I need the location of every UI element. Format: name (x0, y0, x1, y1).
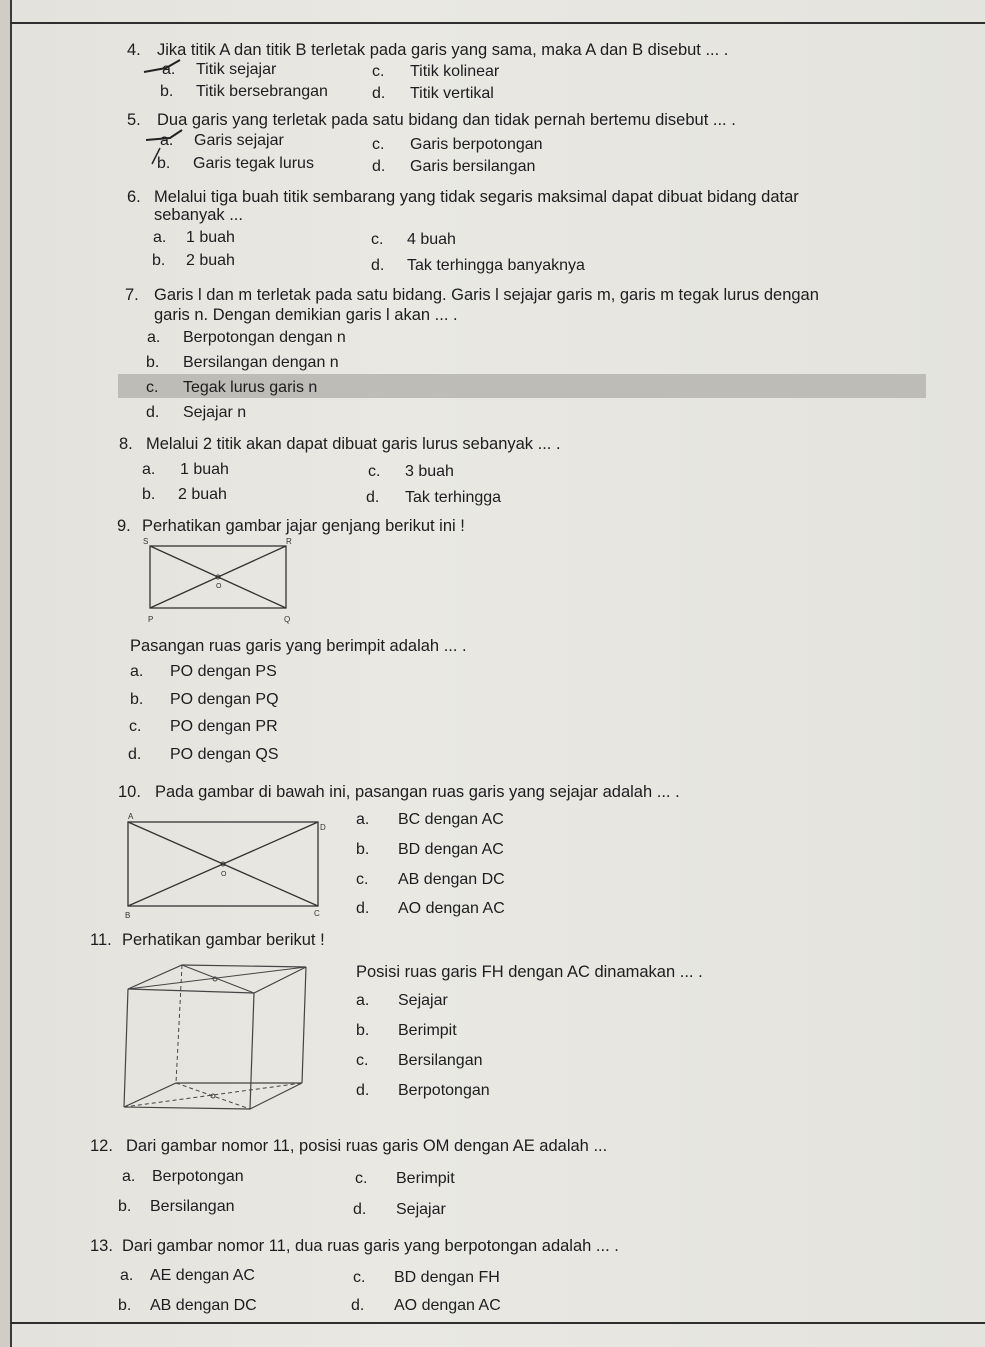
q13-opt-b: AB dengan DC (150, 1297, 257, 1314)
q5-opt-b: Garis tegak lurus (193, 155, 314, 172)
q11-number: 11. (90, 931, 112, 949)
q5-opt-a: Garis sejajar (194, 132, 284, 149)
q8-opt-c: 3 buah (405, 463, 454, 480)
q10-opt-d: AO dengan AC (398, 900, 505, 917)
q9-opt-b: PO dengan PQ (170, 691, 279, 708)
q13-opt-a: AE dengan AC (150, 1267, 255, 1284)
q9-label-q: Q (284, 615, 291, 624)
q7-opt-d: Sejajar n (183, 404, 247, 421)
page-border-top (10, 22, 985, 24)
q10-opt-c: AB dengan DC (398, 871, 505, 888)
q12-opt-a: Berpotongan (152, 1168, 244, 1185)
q9-parallelogram-figure (140, 536, 300, 626)
q10-label-b: B (125, 911, 131, 920)
q11-opt-b: Berimpit (398, 1022, 457, 1039)
q4-text: Jika titik A dan titik B terletak pada garis yang sama, maka A dan B disebut ... . (157, 41, 729, 59)
q13-opt-d-letter: d. (351, 1297, 365, 1314)
q11-opt-b-letter: b. (356, 1022, 370, 1039)
q13-number: 13. (90, 1237, 113, 1255)
q4-opt-a-letter: a. (162, 61, 176, 78)
q4-answer-mark (140, 56, 190, 80)
q12-opt-d: Sejajar (396, 1201, 446, 1218)
q7-opt-b: Bersilangan dengan n (183, 354, 339, 371)
q6-number: 6. (127, 188, 141, 206)
q10-number: 10. (118, 783, 141, 801)
q6-opt-a-letter: a. (153, 229, 167, 246)
q12-opt-b: Bersilangan (150, 1198, 235, 1215)
q9-opt-c-letter: c. (129, 718, 142, 735)
q10-opt-a: BC dengan AC (398, 811, 504, 828)
q10-label-a: A (128, 812, 134, 821)
q12-opt-c: Berimpit (396, 1170, 455, 1187)
q12-opt-a-letter: a. (122, 1168, 136, 1185)
q8-opt-d-letter: d. (366, 489, 380, 506)
q6-text-cont: sebanyak ... (154, 206, 243, 224)
q13-opt-c-letter: c. (353, 1269, 366, 1286)
q8-opt-a-letter: a. (142, 461, 156, 478)
q5-text: Dua garis yang terletak pada satu bidang dan tidak pernah bertemu disebut ... . (157, 111, 736, 129)
q12-number: 12. (90, 1137, 113, 1155)
q8-number: 8. (119, 435, 133, 453)
q10-rectangle-figure (120, 810, 335, 920)
q10-opt-c-letter: c. (356, 871, 369, 888)
q8-opt-b-letter: b. (142, 486, 156, 503)
q4-number: 4. (127, 41, 141, 59)
q4-opt-c-letter: c. (372, 63, 385, 80)
q11-opt-a: Sejajar (398, 992, 448, 1009)
q9-label-r: R (286, 537, 292, 546)
q7-opt-a: Berpotongan dengan n (183, 329, 346, 346)
q7-text-cont: garis n. Dengan demikian garis l akan ... . (154, 306, 458, 324)
q8-text: Melalui 2 titik akan dapat dibuat garis lurus sebanyak ... . (146, 435, 561, 453)
q10-opt-a-letter: a. (356, 811, 370, 828)
q11-opt-d: Berpotongan (398, 1082, 490, 1099)
q6-opt-b-letter: b. (152, 252, 166, 269)
q10-opt-b-letter: b. (356, 841, 370, 858)
q13-opt-b-letter: b. (118, 1297, 132, 1314)
q7-number: 7. (125, 286, 139, 304)
q7-opt-a-letter: a. (147, 329, 161, 346)
q9-label-p: P (148, 615, 154, 624)
q10-label-o: O (221, 871, 227, 878)
q8-opt-b: 2 buah (178, 486, 227, 503)
q11-opt-c-letter: c. (356, 1052, 369, 1069)
q6-opt-a: 1 buah (186, 229, 235, 246)
q6-text: Melalui tiga buah titik sembarang yang tidak segaris maksimal dapat dibuat bidang datar (154, 188, 799, 206)
q7-text: Garis l dan m terletak pada satu bidang. Garis l sejajar garis m, garis m tegak lurus dengan (154, 286, 819, 304)
q4-opt-d-letter: d. (372, 85, 386, 102)
q11-opt-c: Bersilangan (398, 1052, 483, 1069)
q9-opt-d-letter: d. (128, 746, 142, 763)
q5-opt-d: Garis bersilangan (410, 158, 536, 175)
q12-opt-d-letter: d. (353, 1201, 367, 1218)
q12-opt-b-letter: b. (118, 1198, 132, 1215)
q13-opt-d: AO dengan AC (394, 1297, 501, 1314)
q9-label-s: S (143, 537, 149, 546)
q11-prism-figure (110, 955, 315, 1125)
q5-opt-c-letter: c. (372, 136, 385, 153)
q6-opt-d-letter: d. (371, 257, 385, 274)
q5-opt-b-letter: b. (157, 155, 171, 172)
q4-opt-c: Titik kolinear (410, 63, 500, 80)
q10-text: Pada gambar di bawah ini, pasangan ruas garis yang sejajar adalah ... . (155, 783, 680, 801)
q13-text: Dari gambar nomor 11, dua ruas garis yang berpotongan adalah ... . (122, 1237, 619, 1255)
q6-opt-c: 4 buah (407, 231, 456, 248)
q11-text: Perhatikan gambar berikut ! (122, 931, 325, 949)
q6-opt-c-letter: c. (371, 231, 384, 248)
q13-opt-c: BD dengan FH (394, 1269, 500, 1286)
q7-opt-c: Tegak lurus garis n (183, 379, 318, 396)
q4-opt-a: Titik sejajar (196, 61, 277, 78)
q11-opt-d-letter: d. (356, 1082, 370, 1099)
q10-label-c: C (314, 909, 320, 918)
q9-opt-b-letter: b. (130, 691, 144, 708)
q5-answer-mark (140, 126, 190, 172)
q11-opt-a-letter: a. (356, 992, 370, 1009)
q9-opt-a: PO dengan PS (170, 663, 277, 680)
q10-opt-d-letter: d. (356, 900, 370, 917)
q8-opt-c-letter: c. (368, 463, 381, 480)
q9-number: 9. (117, 517, 131, 535)
q5-opt-c: Garis berpotongan (410, 136, 543, 153)
q8-opt-a: 1 buah (180, 461, 229, 478)
q7-opt-d-letter: d. (146, 404, 160, 421)
q12-opt-c-letter: c. (355, 1170, 368, 1187)
q7-opt-b-letter: b. (146, 354, 160, 371)
q9-prompt: Pasangan ruas garis yang berimpit adalah ... . (130, 637, 467, 655)
q9-text: Perhatikan gambar jajar genjang berikut ini ! (142, 517, 465, 535)
q10-opt-b: BD dengan AC (398, 841, 504, 858)
q6-opt-b: 2 buah (186, 252, 235, 269)
q12-text: Dari gambar nomor 11, posisi ruas garis OM dengan AE adalah ... (126, 1137, 608, 1155)
q9-opt-c: PO dengan PR (170, 718, 278, 735)
q4-opt-d: Titik vertikal (410, 85, 494, 102)
q8-opt-d: Tak terhingga (405, 489, 502, 506)
q5-opt-a-letter: a. (160, 132, 174, 149)
q13-opt-a-letter: a. (120, 1267, 134, 1284)
q11-prompt: Posisi ruas garis FH dengan AC dinamakan ... . (356, 963, 703, 981)
q6-opt-d: Tak terhingga banyaknya (407, 257, 585, 274)
q4-opt-b: Titik bersebrangan (196, 83, 328, 100)
q4-opt-b-letter: b. (160, 83, 174, 100)
q9-label-o: O (216, 583, 222, 590)
q10-label-d: D (320, 823, 326, 832)
q5-opt-d-letter: d. (372, 158, 386, 175)
q9-opt-a-letter: a. (130, 663, 144, 680)
page-border-bottom (10, 1322, 985, 1324)
q5-number: 5. (127, 111, 141, 129)
q7-opt-c-letter: c. (146, 379, 159, 396)
q9-opt-d: PO dengan QS (170, 746, 279, 763)
